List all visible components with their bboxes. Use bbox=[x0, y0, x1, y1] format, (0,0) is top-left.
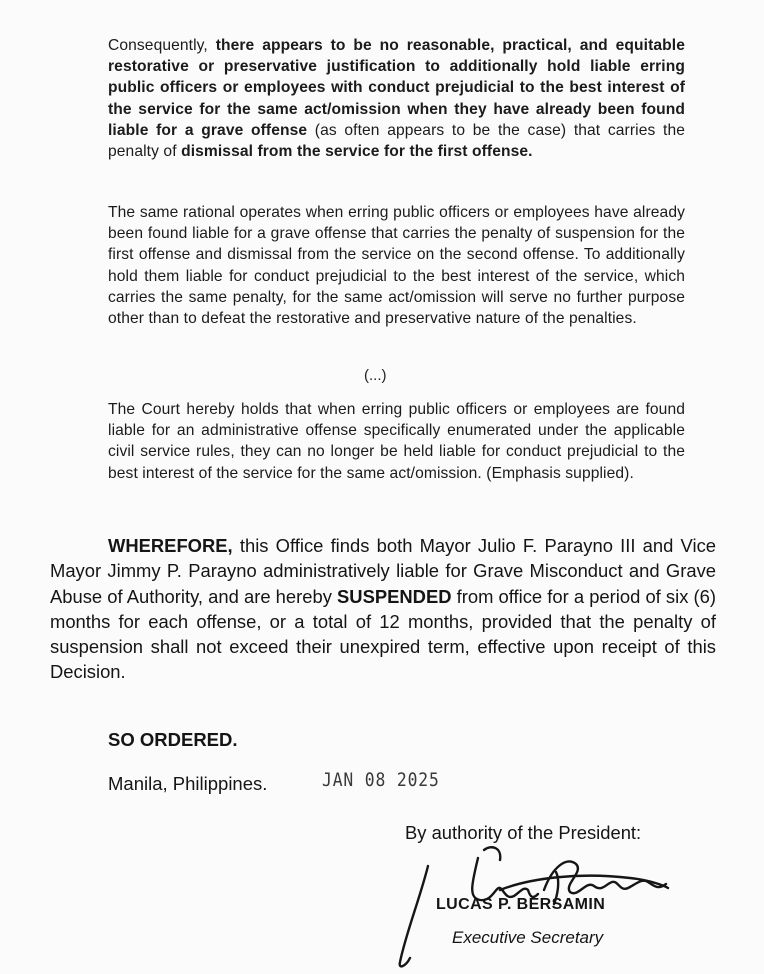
authority-line: By authority of the President: bbox=[405, 822, 642, 843]
quote-text-3: The Court hereby holds that when erring public officers or employees are found liable for an administrative offense specifically enumerated under the applicable civil service rules, they can no longer be held liable for conduct prejudicial to the best interest of the service for the same act/omission. (Emphasis supplied). bbox=[108, 401, 685, 482]
so-ordered-heading: SO ORDERED. bbox=[108, 729, 238, 750]
quoted-paragraph-1 bbox=[108, 35, 685, 162]
quote-bold-1: there appears to be no reasonable, practical, and equitable restorative or preservative justification to additionally hold liable erring public officers or employees with conduct prejudicial to the best interest of the service for the same act/omission when they have already been found liable for a grave offense bbox=[108, 37, 685, 139]
quote-mid: (as often appears to be the case) that carries the penalty of bbox=[108, 121, 685, 161]
quote-lead: Consequently, bbox=[108, 37, 216, 54]
quoted-paragraph-2 bbox=[108, 202, 685, 329]
omission-marker: (...) bbox=[364, 367, 387, 384]
wherefore-label: WHEREFORE, bbox=[108, 535, 233, 556]
decision-text-2: from office for a period of six (6) months for each offense, or a total of 12 months, provided that the penalty of suspension shall not exceed their unexpired term, effective upon receipt of this Decision. bbox=[50, 585, 716, 683]
date-stamp: JAN 08 2025 bbox=[322, 769, 440, 791]
signatory-title: Executive Secretary bbox=[452, 928, 604, 947]
quote-bold-2: dismissal from the service for the first offense. bbox=[181, 143, 533, 161]
decision-text-1: this Office finds both Mayor Julio F. Parayno III and Vice Mayor Jimmy P. Parayno administratively liable for Grave Misconduct and Grave Abuse of Authority, and are hereby bbox=[50, 535, 716, 607]
suspended-label: SUSPENDED bbox=[337, 585, 452, 607]
quoted-paragraph-3 bbox=[108, 399, 685, 484]
quote-text-2: The same rational operates when erring public officers or employees have already been found liable for a grave offense that carries the penalty of suspension for the first offense and dismissal from the service on the second offense. To additionally hold them liable for conduct prejudicial to the best interest of the service, which carries the same penalty, for the same act/omission will serve no further purpose other than to defeat the restorative and preservative nature of the penalties. bbox=[108, 204, 685, 328]
signatory-name: LUCAS P. BERSAMIN bbox=[436, 896, 606, 913]
place-of-issue: Manila, Philippines. bbox=[108, 773, 268, 794]
dispositive-paragraph bbox=[50, 533, 716, 685]
